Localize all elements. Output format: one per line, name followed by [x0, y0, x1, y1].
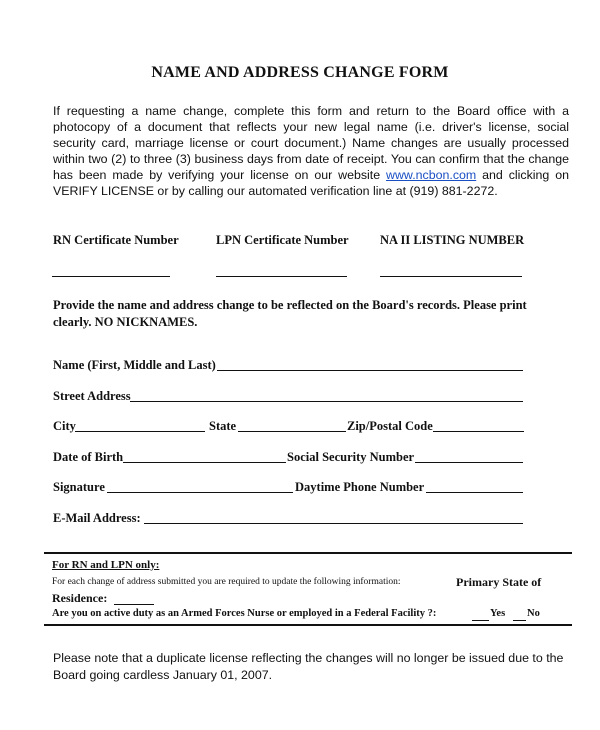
email-field[interactable]: [144, 523, 523, 524]
na-listing-label: NA II LISTING NUMBER: [380, 233, 525, 247]
rn-lpn-description: For each change of address submitted you are required to update the following information:: [52, 577, 401, 587]
primary-state-label: Primary State of: [456, 575, 542, 589]
city-label: City: [53, 419, 76, 433]
lpn-certificate-field[interactable]: [216, 276, 347, 277]
rn-lpn-heading: For RN and LPN only:: [52, 559, 160, 571]
no-label: No: [527, 608, 540, 619]
zip-label: Zip/Postal Code: [347, 419, 433, 433]
name-label: Name (First, Middle and Last): [53, 358, 216, 372]
intro-text: If requesting a name change, complete this form and return to the Board office with a photocopy of a document that reflects your new legal name (i.e. driver's license, social security card, marriage license or court document.) Name changes are usually processed within two (2) to three (3) business days from date of receipt. You can confirm that the change has been made by verifying your license on our website: [53, 104, 569, 182]
residence-field[interactable]: [114, 604, 154, 605]
dob-field[interactable]: [123, 462, 286, 463]
city-field[interactable]: [75, 431, 205, 432]
intro-text-end: and clicking on VERIFY LICENSE or by calling our automated verification line at (919) 881-2272.: [53, 167, 569, 198]
state-label: State: [209, 419, 237, 433]
lpn-certificate-label: LPN Certificate Number: [216, 233, 349, 247]
signature-field[interactable]: [107, 492, 293, 493]
residence-label: Residence:: [52, 591, 108, 605]
rn-certificate-label: RN Certificate Number: [53, 233, 179, 247]
rn-lpn-section: [44, 552, 572, 626]
dob-label: Date of Birth: [53, 450, 124, 464]
street-label: Street Address: [53, 389, 131, 403]
ssn-label: Social Security Number: [287, 450, 415, 464]
instruction-text: Provide the name and address change to be reflected on the Board's records. Please print clearly. NO NICKNAMES.: [53, 298, 527, 329]
zip-field[interactable]: [433, 431, 524, 432]
na-listing-field[interactable]: [380, 276, 522, 277]
daytime-phone-field[interactable]: [426, 492, 523, 493]
active-duty-question: Are you on active duty as an Armed Forces Nurse or employed in a Federal Facility ?:: [52, 608, 437, 619]
ssn-field[interactable]: [415, 462, 523, 463]
website-link[interactable]: www.ncbon.com: [386, 167, 477, 182]
email-label: E-Mail Address:: [53, 511, 141, 525]
cardless-notice: Please note that a duplicate license reflecting the changes will no longer be issued due to the Board going cardless January 01, 2007.: [53, 651, 564, 682]
daytime-phone-label: Daytime Phone Number: [295, 480, 425, 494]
name-field[interactable]: [217, 370, 523, 371]
street-field[interactable]: [130, 401, 523, 402]
form-title: NAME AND ADDRESS CHANGE FORM: [151, 64, 449, 81]
yes-field[interactable]: [472, 620, 489, 621]
yes-label: Yes: [490, 608, 506, 619]
no-field[interactable]: [513, 620, 526, 621]
signature-label: Signature: [53, 480, 105, 494]
intro-paragraph: [53, 104, 569, 199]
state-field[interactable]: [238, 431, 346, 432]
rn-certificate-field[interactable]: [52, 276, 170, 277]
